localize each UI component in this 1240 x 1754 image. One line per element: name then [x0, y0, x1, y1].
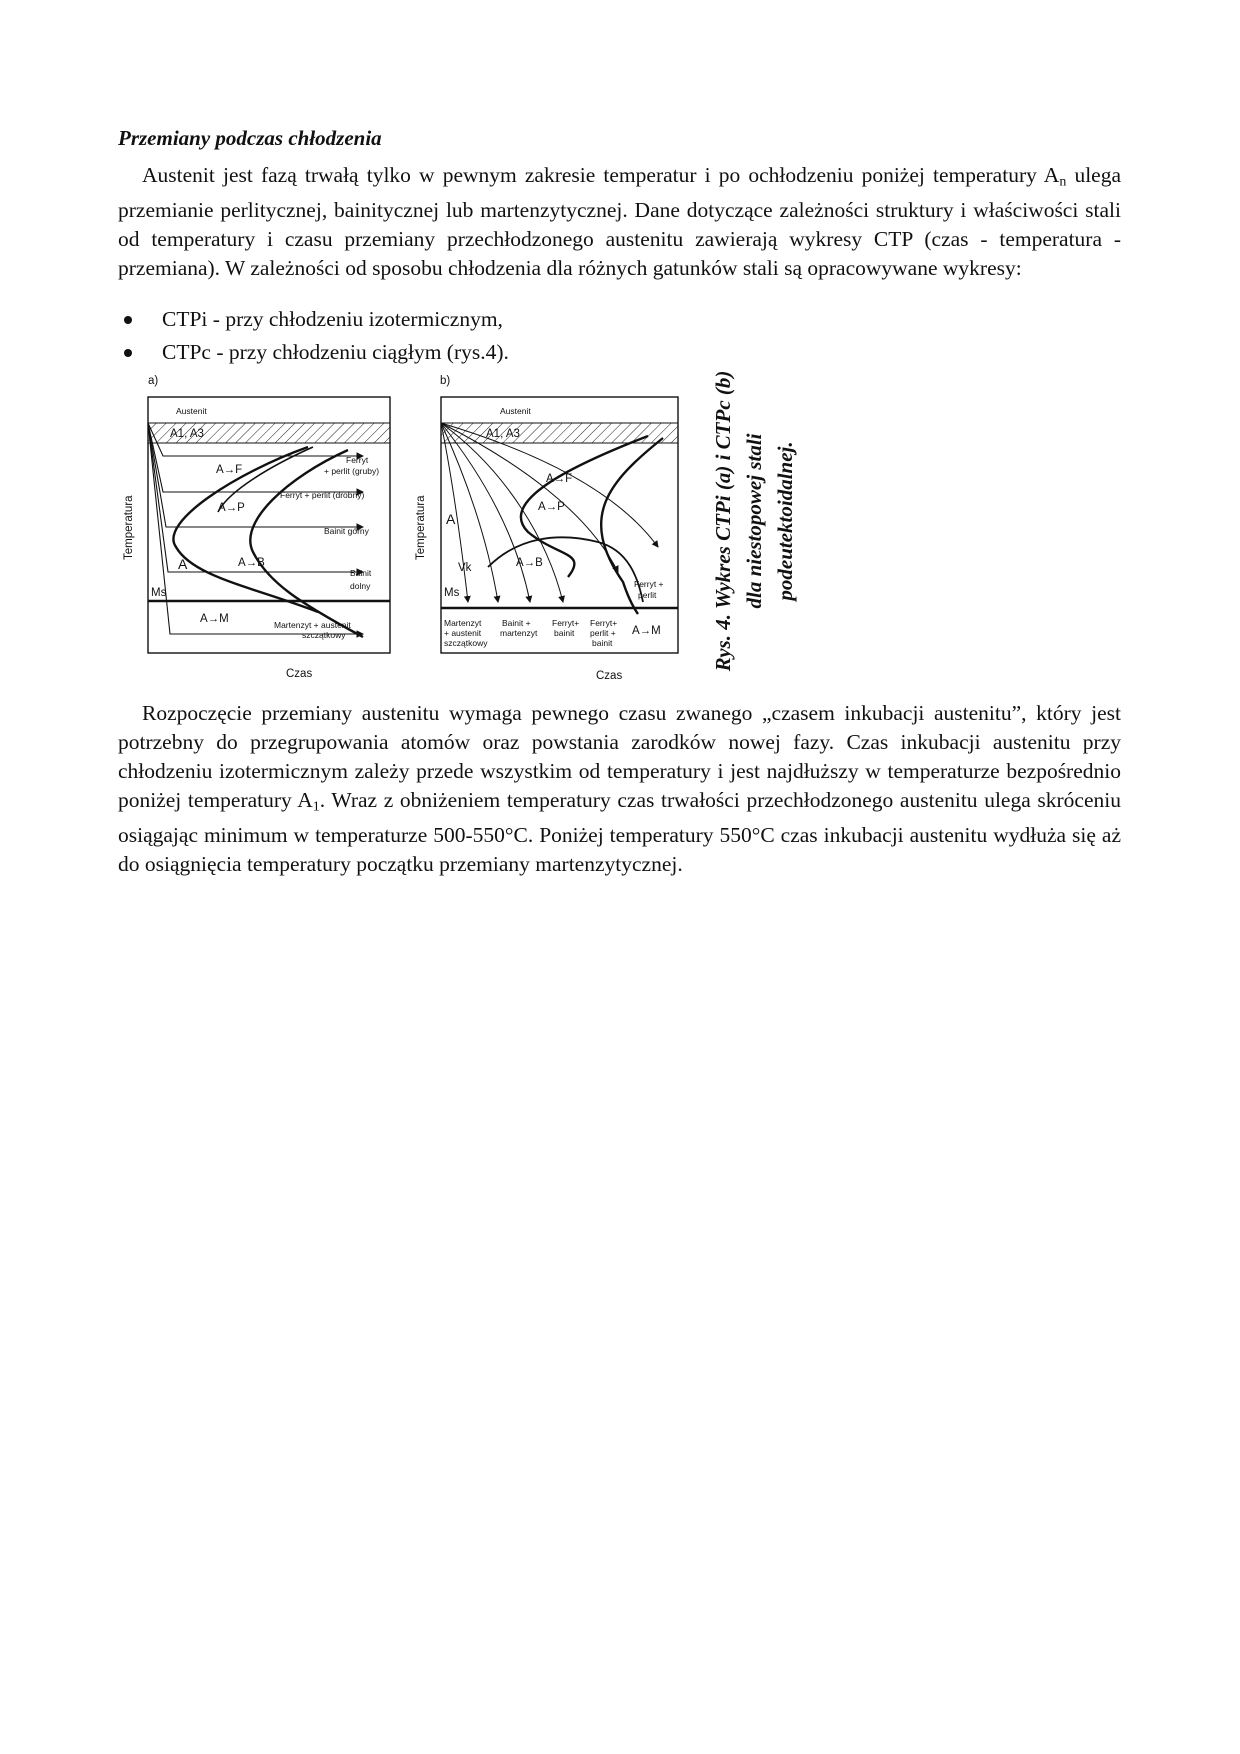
panel-b-vk: Vk — [458, 562, 472, 574]
panel-a-a-to-m: A→M — [200, 613, 229, 625]
paragraph-intro-text-2: ulega przemianie perlitycznej, bainitycznej lub martenzytycznej. Dane dotyczące zależności struktury i właściwości stali od temperatury i czasu przemiany przechłodzonego austenitu zawierają wykresy CTP (czas - temperatura - przemiana). W zależności od sposobu chłodzenia dla różnych gatunków stali są opracowywane wykresy: — [118, 163, 1121, 281]
panel-b-label: b) — [440, 375, 451, 387]
panel-b-a-to-f: A→F — [546, 473, 573, 485]
diagram-svg — [118, 372, 698, 692]
panel-a-region-a: A — [178, 556, 188, 572]
panel-a — [123, 375, 390, 680]
list-item — [118, 303, 509, 336]
panel-a-a-to-b: A→B — [238, 557, 265, 569]
bullet-list — [118, 303, 509, 369]
panel-a-bainit-gorny: Bainit górny — [324, 526, 369, 536]
panel-b-bottom-3b: bainit — [554, 628, 575, 638]
panel-a-ferryt-drobny: Ferryt + perlit (drobny) — [280, 490, 365, 500]
panel-b — [415, 375, 678, 682]
panel-b-ms: Ms — [444, 587, 460, 599]
panel-b-bottom-2a: Bainit + — [502, 618, 531, 628]
section-heading: Przemiany podczas chłodzenia — [118, 126, 382, 150]
panel-a-austenit-label: Austenit — [176, 406, 207, 416]
figure-caption: Rys. 4. Wykres CTPi (a) i CTPc (b) dla niestopowej stali podeutektoidalnej. — [711, 370, 797, 672]
panel-a-ylabel: Temperatura — [123, 495, 135, 560]
panel-b-austenit-label: Austenit — [500, 406, 531, 416]
paragraph-incubation-text-1: Rozpoczęcie przemiany austenitu wymaga pewnego czasu zwanego „czasem inkubacji austenitu”, który jest potrzebny do przegrupowania atomów oraz powstania zarodków nowej fazy. Czas inkubacji austenitu przy chłodzeniu izotermicznym zależy przede wszystkim od temperatury i jest najdłuższy w temperaturze bezpośrednio poniżej temperatury A — [118, 701, 1121, 812]
panel-b-bottom-3a: Ferryt+ — [552, 618, 580, 628]
paragraph-incubation — [118, 699, 1121, 879]
panel-a-a1a3-label: A1, A3 — [170, 428, 204, 440]
panel-b-xlabel: Czas — [596, 670, 623, 682]
panel-a-bainit-dolny-2: dolny — [350, 581, 371, 591]
panel-b-hatched-band — [441, 423, 678, 443]
bullet-icon — [124, 349, 132, 357]
panel-b-bottom-2b: martenzyt — [500, 628, 538, 638]
panel-b-region-a: A — [446, 511, 456, 527]
paragraph-incubation-subscript: 1 — [312, 799, 320, 815]
panel-b-ylabel: Temperatura — [415, 495, 427, 560]
panel-a-start-curve — [173, 447, 318, 612]
panel-a-a-to-f: A→F — [216, 464, 243, 476]
panel-b-bottom-4c: bainit — [592, 638, 613, 648]
panel-b-a-to-m: A→M — [632, 625, 661, 637]
paragraph-intro-subscript: n — [1059, 174, 1067, 190]
list-item-text: CTPc - przy chłodzeniu ciągłym (rys.4). — [162, 340, 509, 364]
paragraph-intro — [118, 161, 1121, 283]
panel-b-bottom-1c: szczątkowy — [444, 638, 488, 648]
panel-b-ferryt-perlit-2: perlit — [638, 590, 657, 600]
panel-a-ferryt-gruby-2: + perlit (gruby) — [324, 466, 380, 476]
panel-b-a-to-p: A→P — [538, 501, 565, 513]
panel-a-label: a) — [148, 375, 159, 387]
panel-a-bainit-dolny-1: Bainit — [350, 568, 372, 578]
panel-b-a1a3-label: A1, A3 — [486, 428, 520, 440]
panel-a-ferryt-gruby-1: Ferryt — [346, 455, 369, 465]
panel-a-a-to-p: A→P — [218, 502, 245, 514]
list-item — [118, 336, 509, 369]
panel-a-martenzyt-1: Martenzyt + austenit — [274, 620, 351, 630]
panel-b-bottom-1a: Martenzyt — [444, 618, 482, 628]
paragraph-intro-text-1: Austenit jest fazą trwałą tylko w pewnym zakresie temperatur i po ochłodzeniu poniżej temperatury A — [142, 163, 1060, 187]
panel-b-bottom-4a: Ferryt+ — [590, 618, 618, 628]
panel-b-ferryt-perlit-1: Ferryt + — [634, 579, 664, 589]
panel-b-bainite-curve — [488, 537, 643, 602]
bullet-icon — [124, 316, 132, 324]
panel-a-martenzyt-2: szczątkowy — [302, 630, 346, 640]
paragraph-incubation-text-2: . Wraz z obniżeniem temperatury czas trwałości przechłodzonego austenitu ulega skróceniu osiągając minimum w temperaturze 500-550°C. Poniżej temperatury 550°C czas inkubacji austenitu wydłuża się aż do osiągnięcia temperatury początku przemiany martenzytycznej. — [118, 788, 1121, 877]
panel-b-bottom-4b: perlit + — [590, 628, 616, 638]
panel-b-bottom-1b: + austenit — [444, 628, 482, 638]
panel-a-xlabel: Czas — [286, 668, 313, 680]
list-item-text: CTPi - przy chłodzeniu izotermicznym, — [162, 307, 503, 331]
panel-a-ms: Ms — [151, 587, 167, 599]
panel-b-a-to-b: A→B — [516, 557, 543, 569]
